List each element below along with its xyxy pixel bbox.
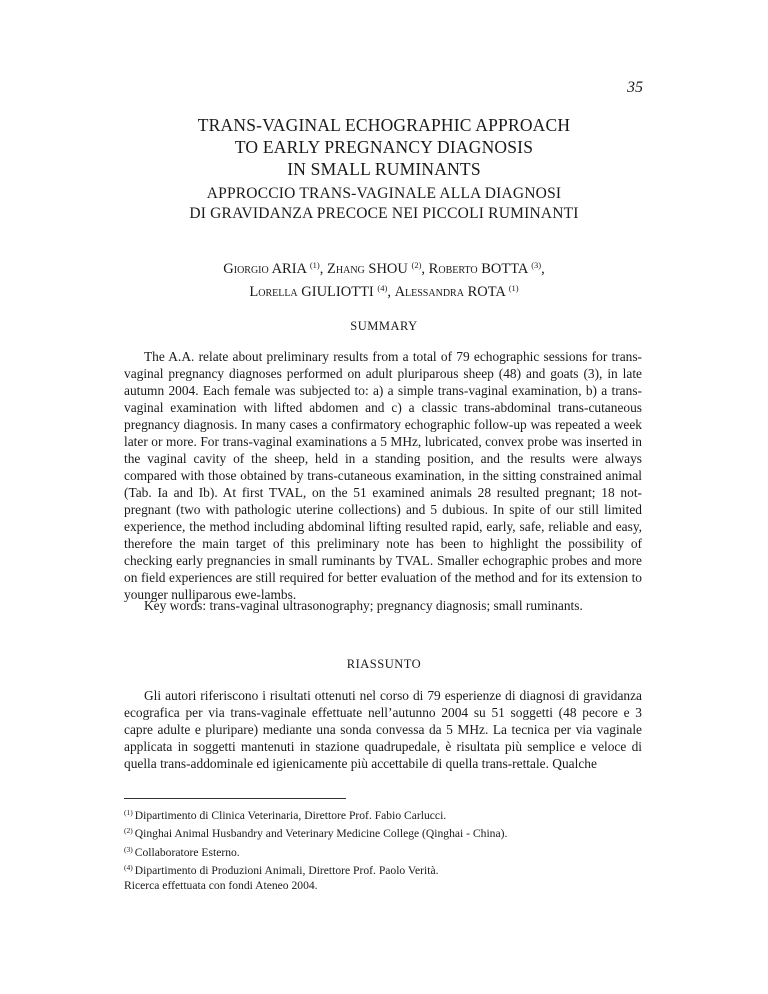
authors-line-2 bbox=[0, 279, 768, 302]
author-separator: , bbox=[541, 261, 545, 277]
footnote-ref: (3) bbox=[124, 844, 133, 854]
article-subtitle bbox=[0, 184, 768, 223]
footnotes bbox=[124, 805, 642, 893]
author-first-name: Alessandra bbox=[394, 284, 464, 300]
footnote-text: Ricerca effettuata con fondi Ateneo 2004. bbox=[124, 879, 318, 893]
author-separator: , bbox=[421, 261, 429, 277]
author-first-name: Zhang bbox=[327, 261, 365, 277]
author bbox=[327, 261, 429, 277]
author-affiliation-ref: (1) bbox=[508, 283, 519, 293]
footnote-ref: (4) bbox=[124, 862, 133, 872]
article-title bbox=[0, 114, 768, 180]
authors bbox=[0, 256, 768, 302]
footnote-text: Qinghai Animal Husbandry and Veterinary Medicine College (Qinghai - China). bbox=[134, 827, 508, 841]
author-last-name: SHOU bbox=[368, 261, 408, 277]
footnote-text: Dipartimento di Clinica Veterinaria, Direttore Prof. Fabio Carlucci. bbox=[134, 809, 447, 822]
footnote-text: Collaboratore Esterno. bbox=[134, 845, 240, 859]
page-number: 35 bbox=[627, 79, 643, 96]
footnote-rule bbox=[124, 798, 346, 799]
footnote bbox=[124, 823, 642, 841]
footnote bbox=[124, 860, 642, 878]
author-separator: , bbox=[387, 284, 395, 300]
author bbox=[223, 261, 327, 277]
author bbox=[249, 284, 394, 300]
footnote bbox=[124, 805, 642, 823]
footnote bbox=[124, 842, 642, 860]
author bbox=[429, 261, 545, 277]
author-affiliation-ref: (2) bbox=[411, 260, 422, 270]
author-first-name: Giorgio bbox=[223, 261, 269, 277]
keywords: Key words: trans-vaginal ultrasonography; pregnancy diagnosis; small ruminants. bbox=[144, 598, 583, 613]
footnote-text: Dipartimento di Produzioni Animali, Direttore Prof. Paolo Verità. bbox=[134, 863, 439, 877]
authors-line-1 bbox=[0, 256, 768, 279]
title-line-3: IN SMALL RUMINANTS bbox=[287, 159, 481, 179]
footnote-ref: (2) bbox=[124, 826, 133, 836]
author-first-name: Lorella bbox=[249, 284, 298, 300]
author-first-name: Roberto bbox=[428, 261, 478, 277]
footnote-ref: (1) bbox=[124, 808, 133, 817]
subtitle-line-2: DI GRAVIDANZA PRECOCE NEI PICCOLI RUMINANTI bbox=[189, 204, 579, 222]
author bbox=[395, 284, 519, 300]
summary-heading: SUMMARY bbox=[350, 319, 418, 333]
title-line-1: TRANS-VAGINAL ECHOGRAPHIC APPROACH bbox=[197, 115, 571, 135]
author-affiliation-ref: (3) bbox=[531, 260, 542, 270]
riassunto-text: Gli autori riferiscono i risultati ottenuti nel corso di 79 esperienze di diagnosi di gravidanza ecografica per via trans-vaginale effettuate nell’autunno 2004 su 51 soggetti (48 pecore e 3 capre adulte e pluripare) mediante una sonda convessa da 5 MHz. La tecnica per via vaginale applicata in soggetti mantenuti in stazione quadrupedale, è risultata più semplice e veloce di quella trans-addominale ed igienicamente più accettabile di quella trans-rettale. Qualche bbox=[124, 688, 642, 771]
author-affiliation-ref: (4) bbox=[377, 283, 388, 293]
funding-note bbox=[124, 878, 642, 893]
author-separator: , bbox=[319, 261, 328, 277]
riassunto-heading: RIASSUNTO bbox=[346, 657, 422, 671]
author-last-name: BOTTA bbox=[481, 261, 528, 277]
subtitle-line-1: APPROCCIO TRANS-VAGINALE ALLA DIAGNOSI bbox=[206, 185, 562, 202]
author-last-name: ROTA bbox=[467, 284, 506, 300]
author-last-name: ARIA bbox=[271, 261, 307, 277]
author-last-name: GIULIOTTI bbox=[301, 284, 374, 300]
title-line-2: TO EARLY PREGNANCY DIAGNOSIS bbox=[234, 137, 534, 157]
summary-text: The A.A. relate about preliminary results from a total of 79 echographic sessions for trans-vaginal pregnancy diagnoses performed on adult pluriparous sheep (48) and goats (3), in late autumn 2004. Each female was subjected to: a) a simple trans-vaginal examination, b) a trans-vaginal examination with lifted abdomen and c) a classic trans-abdominal trans-cutaneous pregnancy diagnosis. In many cases a confirmatory echographic follow-up was repeated a week later or more. For trans-vaginal examinations a 5 MHz, lubricated, convex probe was inserted in the vaginal cavity of the sheep, held in a standing position, and the results were always compared with those obtained by trans-cutaneous examination, in the sitting constrained animal (Tab. Ia and Ib). At first TVAL, on the 51 examined animals 28 resulted pregnant; 18 not-pregnant (two with pathologic uterine collections) and 5 dubious. In spite of our still limited experience, the method including abdominal lifting resulted rapid, early, safe, reliable and easy, therefore the main target of this preliminary note has been to highlight the possibility of checking early pregnancies in small ruminants by TVAL. Smaller echographic probes and more on field experiences are still required for better evaluation of the method and for its extension to younger nulliparous ewe-lambs. bbox=[124, 349, 642, 602]
author-affiliation-ref: (1) bbox=[309, 260, 320, 270]
